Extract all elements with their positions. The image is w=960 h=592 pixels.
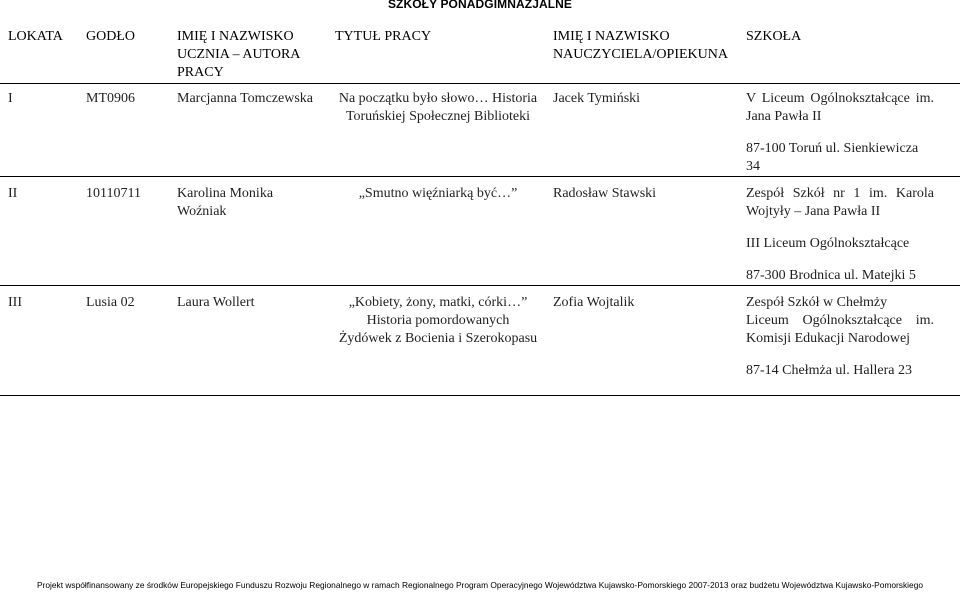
paragraph-gap bbox=[746, 348, 934, 362]
cell-tytul bbox=[327, 177, 541, 286]
header-imie-line: IMIĘ I NAZWISKO bbox=[177, 29, 294, 44]
cell-szkola-line: Zespół Szkół nr 1 im. Karola Wojtyły – Jana Pawła II bbox=[746, 186, 934, 219]
cell-imie bbox=[165, 177, 327, 286]
cell-szkola bbox=[736, 84, 960, 177]
table-row bbox=[0, 177, 960, 286]
page-title: SZKOŁY PONADGIMNAZJALNE bbox=[387, 0, 573, 11]
cell-tytul-line: „Smutno więźniarką być…” bbox=[358, 186, 518, 201]
cell-tytul-line: Żydówek z Bocienia i Szerokopasu bbox=[338, 331, 538, 346]
cell-imie bbox=[165, 84, 327, 177]
cell-lokata: III bbox=[0, 286, 78, 396]
footer-funding-note: Projekt współfinansowany ze środków Europejskiego Funduszu Rozwoju Regionalnego w ramach Regionalnego Program Operacyjnego Województwa Kujawsko-Pomorskiego 2007-2013 oraz budżetu Województwa Kujawsko-Pomorskiego bbox=[36, 580, 924, 590]
header-szkola: SZKOŁA bbox=[736, 18, 960, 84]
table-row bbox=[0, 286, 960, 396]
paragraph-gap bbox=[746, 253, 934, 267]
cell-nauczyciel: Zofia Wojtalik bbox=[541, 286, 736, 396]
cell-tytul bbox=[327, 286, 541, 396]
cell-szkola-line: 87-14 Chełmża ul. Hallera 23 bbox=[746, 363, 913, 378]
cell-imie-line: Karolina Monika bbox=[177, 186, 274, 201]
cell-imie bbox=[165, 286, 327, 396]
header-nauczyciel-line: IMIĘ I NAZWISKO bbox=[553, 29, 670, 44]
header-tytul: TYTUŁ PRACY bbox=[327, 18, 541, 84]
cell-imie-line: Laura Wollert bbox=[177, 295, 255, 310]
cell-godlo: MT0906 bbox=[78, 84, 165, 177]
cell-szkola bbox=[736, 177, 960, 286]
table-header-row bbox=[0, 18, 960, 84]
cell-szkola-line: V Liceum Ogólnokształcące im. Jana Pawła II bbox=[746, 91, 934, 124]
header-imie-line: PRACY bbox=[177, 65, 224, 80]
cell-szkola-line: Zespół Szkół w Chełmży bbox=[746, 295, 888, 310]
cell-szkola-line: Liceum Ogólnokształcące im. Komisji Edukacji Narodowej bbox=[746, 313, 934, 346]
cell-szkola bbox=[736, 286, 960, 396]
header-imie bbox=[165, 18, 327, 84]
header-godlo: GODŁO bbox=[78, 18, 165, 84]
cell-imie-line: Woźniak bbox=[177, 204, 227, 219]
cell-godlo: Lusia 02 bbox=[78, 286, 165, 396]
cell-szkola-line: 87-300 Brodnica ul. Matejki 5 bbox=[746, 268, 916, 283]
cell-tytul-line: Na początku było słowo… Historia bbox=[338, 91, 538, 106]
cell-nauczyciel: Jacek Tymiński bbox=[541, 84, 736, 177]
header-lokata: LOKATA bbox=[0, 18, 78, 84]
results-table bbox=[0, 18, 960, 396]
header-imie-line: UCZNIA – AUTORA bbox=[177, 47, 301, 62]
paragraph-gap bbox=[746, 126, 934, 140]
cell-lokata: II bbox=[0, 177, 78, 286]
cell-tytul-line: Toruńskiej Społecznej Biblioteki bbox=[345, 109, 531, 124]
cell-tytul-line: Historia pomordowanych bbox=[366, 313, 510, 328]
cell-godlo: 10110711 bbox=[78, 177, 165, 286]
cell-szkola-line: III Liceum Ogólnokształcące bbox=[746, 236, 910, 251]
cell-nauczyciel: Radosław Stawski bbox=[541, 177, 736, 286]
cell-tytul-line: „Kobiety, żony, matki, córki…” bbox=[348, 295, 528, 310]
table-row bbox=[0, 84, 960, 177]
cell-lokata: I bbox=[0, 84, 78, 177]
cell-imie-line: Marcjanna Tomczewska bbox=[177, 91, 313, 106]
header-nauczyciel bbox=[541, 18, 736, 84]
cell-tytul bbox=[327, 84, 541, 177]
header-nauczyciel-line: NAUCZYCIELA/OPIEKUNA bbox=[553, 47, 728, 62]
cell-szkola-line: 87-100 Toruń ul. Sienkiewicza 34 bbox=[746, 141, 919, 174]
paragraph-gap bbox=[746, 221, 934, 235]
